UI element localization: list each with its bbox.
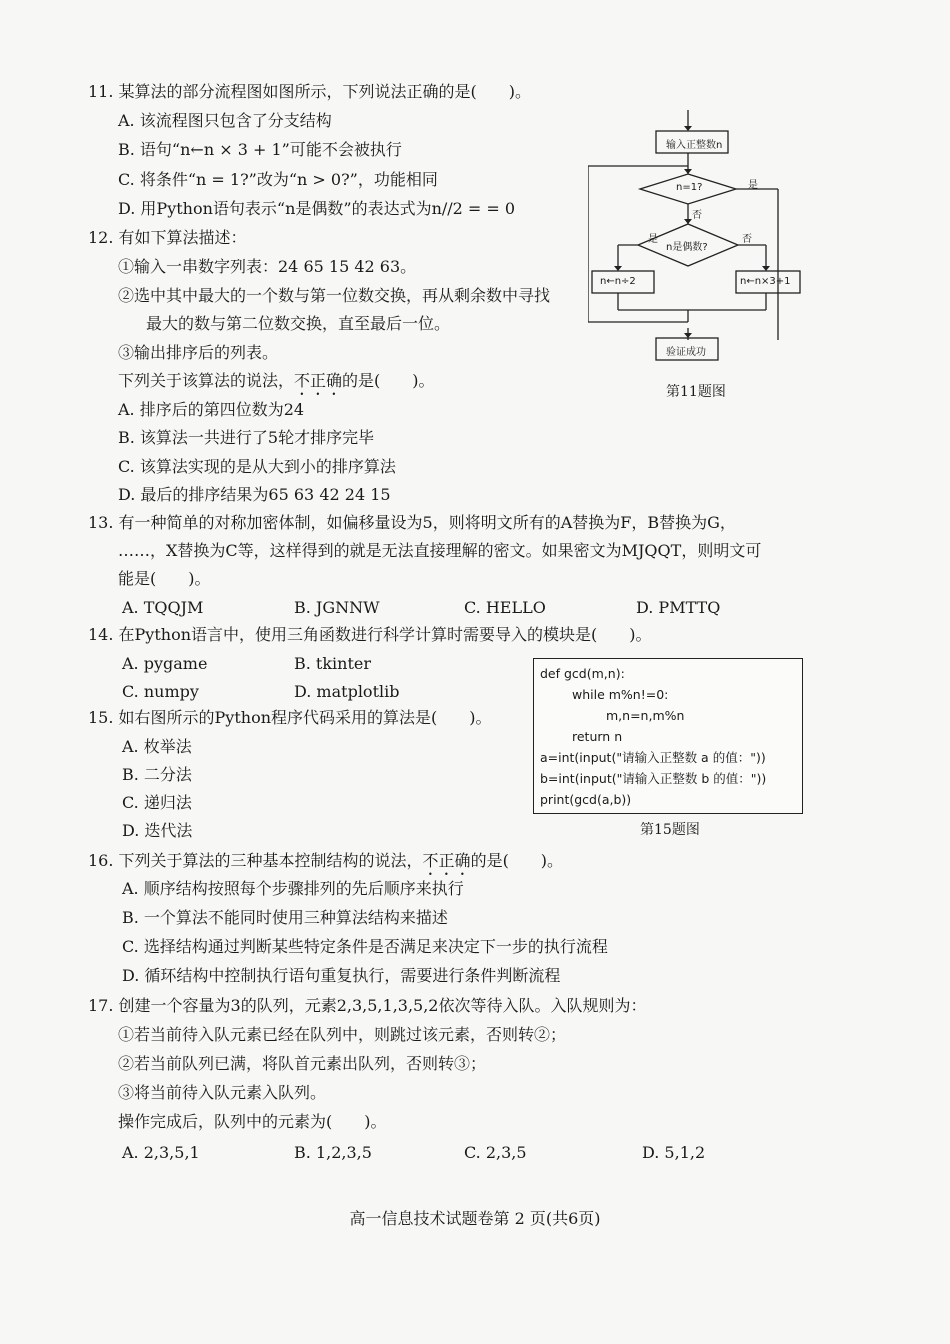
q15-caption: 第15题图 [640,822,700,838]
q16-option-a: A. 顺序结构按照每个步骤排列的先后顺序来执行 [122,879,464,898]
q14-stem: 14. 在Python语言中，使用三角函数进行科学计算时需要导入的模块是( )。 [88,625,652,644]
q11-option-a: A. 该流程图只包含了分支结构 [118,111,332,130]
q17-ask: 操作完成后，队列中的元素为( )。 [118,1112,387,1131]
q14-option-b: B. tkinter [294,654,372,673]
q17-stem: 17. 创建一个容量为3的队列，元素2,3,5,1,3,5,2依次等待入队。入队规则为： [88,996,647,1015]
q16-stem-pre: 16. 下列关于算法的三种基本控制结构的说法， [88,851,423,870]
q12-ask [118,371,435,399]
q15-stem: 15. 如右图所示的Python程序代码采用的算法是( )。 [88,708,492,727]
flowchart-no1-label: 否 [692,210,702,221]
q12-step3: ③输出排序后的列表。 [118,343,279,362]
q16-option-c: C. 选择结构通过判断某些特定条件是否满足来决定下一步的执行流程 [122,937,608,956]
q12-step2a: ②选中其中最大的一个数与第一位数交换，再从剩余数中寻找 [118,286,551,305]
q15-option-a: A. 枚举法 [122,737,192,756]
code-line-6: b=int(input("请输入正整数 b 的值：")) [540,771,767,786]
flowchart-input-label: 输入正整数n [666,140,723,151]
q15-option-d: D. 迭代法 [122,821,193,840]
q14-option-a: A. pygame [122,654,208,673]
q12-ask-pre: 下列关于该算法的说法， [118,371,295,390]
q15-option-c: C. 递归法 [122,793,192,812]
q12-option-c: C. 该算法实现的是从大到小的排序算法 [118,457,396,476]
flowchart-cond1-label: n=1? [676,182,703,193]
q11-caption: 第11题图 [666,384,726,400]
flowchart-yes1-label: 是 [748,180,758,191]
q17-rule2: ②若当前队列已满，将队首元素出队列，否则转③； [118,1054,487,1073]
q14-option-d: D. matplotlib [294,682,400,701]
q12-option-d: D. 最后的排序结果为65 63 42 24 15 [118,485,391,504]
flowchart-cond2-label: n是偶数? [666,242,708,253]
q13-option-c: C. HELLO [464,598,546,617]
q11-option-b: B. 语句“n←n × 3 + 1”可能不会被执行 [118,140,402,159]
q16-stem-post: 的是( )。 [470,851,564,870]
q11-flowchart [588,110,818,410]
q12-step1: ①输入一串数字列表：24 65 15 42 63。 [118,257,417,276]
q16-stem-emph: 不正确 [422,851,471,870]
q15-option-b: B. 二分法 [122,765,192,784]
code-line-4: return n [572,729,623,744]
q13-line2: ……，X替换为C等，这样得到的就是无法直接理解的密文。如果密文为MJQQT，则明文可 [118,541,762,560]
q17-option-a: A. 2,3,5,1 [122,1143,200,1162]
q12-option-a: A. 排序后的第四位数为24 [118,400,305,419]
flowchart-yes2-label: 是 [648,234,658,245]
q16-stem [88,851,563,879]
flowchart-no2-label: 否 [742,234,752,245]
q12-stem: 12. 有如下算法描述： [88,228,247,247]
q12-step2b: 最大的数与第二位数交换，直至最后一位。 [146,314,451,333]
code-line-3: m,n=n,m%n [606,708,685,723]
q11-stem: 11. 某算法的部分流程图如图所示，下列说法正确的是( )。 [88,82,532,101]
q17-rule1: ①若当前待入队元素已经在队列中，则跳过该元素，否则转②； [118,1025,567,1044]
q17-option-c: C. 2,3,5 [464,1143,527,1162]
q13-line3: 能是( )。 [118,569,211,588]
q12-ask-emph: 不正确 [294,371,343,390]
flowchart-end-label: 验证成功 [666,347,706,358]
q17-rule3: ③将当前待入队元素入队列。 [118,1083,327,1102]
q12-option-b: B. 该算法一共进行了5轮才排序完毕 [118,428,375,447]
flowchart-left-label: n←n÷2 [600,276,636,287]
q17-option-d: D. 5,1,2 [642,1143,706,1162]
code-line-1: def gcd(m,n): [540,666,625,681]
q16-option-d: D. 循环结构中控制执行语句重复执行，需要进行条件判断流程 [122,966,561,985]
q13-option-a: A. TQQJM [122,598,204,617]
q11-option-d: D. 用Python语句表示“n是偶数”的表达式为n//2 = = 0 [118,199,516,218]
q13-line1: 13. 有一种简单的对称加密体制，如偏移量设为5，则将明文所有的A替换为F，B替换为G， [88,513,736,532]
q14-option-c: C. numpy [122,682,199,701]
code-line-5: a=int(input("请输入正整数 a 的值：")) [540,750,766,765]
q15-code-box [533,658,803,814]
q13-option-b: B. JGNNW [294,598,380,617]
flowchart-right-label: n←n×3+1 [740,276,791,287]
q16-option-b: B. 一个算法不能同时使用三种算法结构来描述 [122,908,448,927]
code-line-7: print(gcd(a,b)) [540,792,632,807]
q12-ask-post: 的是( )。 [342,371,435,390]
q13-option-d: D. PMTTQ [636,598,721,617]
q17-option-b: B. 1,2,3,5 [294,1143,372,1162]
q11-option-c: C. 将条件“n = 1?”改为“n > 0?”，功能相同 [118,170,438,189]
code-line-2: while m%n!=0: [572,687,669,702]
page-footer: 高一信息技术试题卷第 2 页(共6页) [349,1209,601,1228]
